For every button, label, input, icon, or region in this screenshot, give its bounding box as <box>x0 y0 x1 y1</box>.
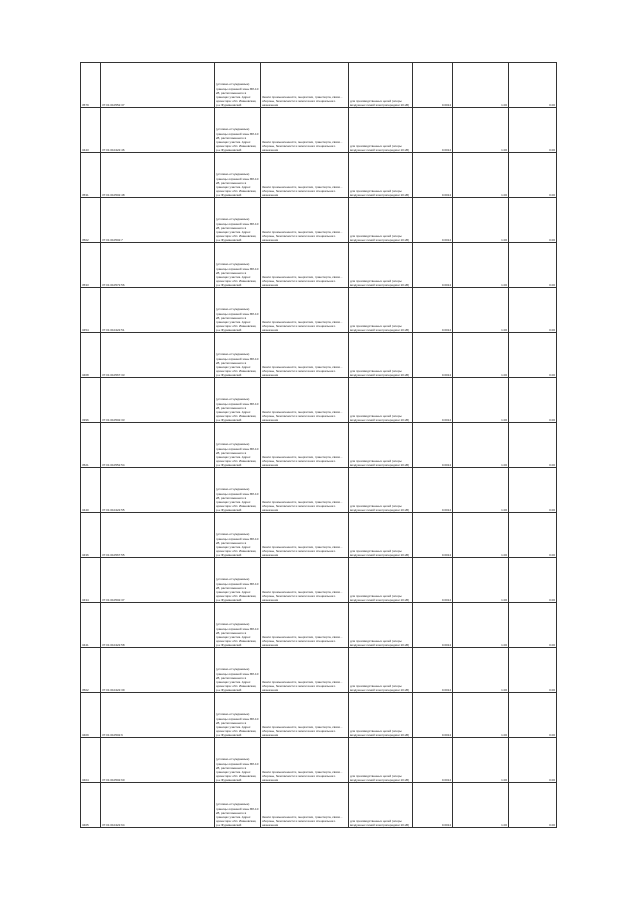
price-value: 0.00 <box>509 333 557 378</box>
cadastral-number: 37:01:010502:7 <box>101 198 215 243</box>
permitted-use: для производственных целей (опоры воздушных линий электропередачи 10 кВ) <box>349 333 413 378</box>
table-row <box>81 198 557 243</box>
quantity-value: 1.00 <box>453 468 509 513</box>
table-row <box>81 558 557 603</box>
quantity-value: 1.00 <box>453 513 509 558</box>
table-row <box>81 603 557 648</box>
table-row <box>81 243 557 288</box>
permitted-use: для производственных целей (опоры воздушных линий электропередачи 10 кВ) <box>349 423 413 468</box>
land-category: Земли промышленности, энергетики, транспорта, связи... обороны, безопасности и земли иного специального назначения <box>261 693 349 738</box>
table-row <box>81 783 557 828</box>
price-value: 0.00 <box>509 288 557 333</box>
land-category: Земли промышленности, энергетики, транспорта, связи... обороны, безопасности и земли иного специального назначения <box>261 513 349 558</box>
object-description: (условно-отчуждаемые) границы охранной зоны ВЛ-10 кВ, расположенного в границах участка. Адрес ориентира: обл. Ивановская, р-н Фурмановский <box>215 513 261 558</box>
price-value: 0.00 <box>509 378 557 423</box>
object-description: (условно-отчуждаемые) границы охранной зоны ВЛ-10 кВ, расположенного в границах участка. Адрес ориентира: обл. Ивановская, р-н Фурмановский <box>215 108 261 153</box>
table-row <box>81 288 557 333</box>
price-value: 0.00 <box>509 648 557 693</box>
row-number: 3443 <box>81 108 101 153</box>
quantity-value: 1.00 <box>453 333 509 378</box>
row-number: 3579 <box>81 63 101 108</box>
area-value: 0.0014 <box>413 288 453 333</box>
cadastral-number: 37:01:010567:55 <box>101 513 215 558</box>
permitted-use: для производственных целей (опоры воздушных линий электропередачи 10 кВ) <box>349 468 413 513</box>
quantity-value: 1.00 <box>453 648 509 693</box>
row-number: 3405 <box>81 783 101 828</box>
quantity-value: 1.00 <box>453 783 509 828</box>
permitted-use: для производственных целей (опоры воздушных линий электропередачи 10 кВ) <box>349 378 413 423</box>
cadastral-number: 37:01:010422:39 <box>101 648 215 693</box>
permitted-use: для производственных целей (опоры воздушных линий электропередачи 10 кВ) <box>349 243 413 288</box>
land-category: Земли промышленности, энергетики, транспорта, связи... обороны, безопасности и земли иного специального назначения <box>261 153 349 198</box>
quantity-value: 1.00 <box>453 693 509 738</box>
price-value: 0.00 <box>509 108 557 153</box>
cadastral-number: 37:01:010502:48 <box>101 153 215 198</box>
price-value: 0.00 <box>509 783 557 828</box>
object-description: (условно-отчуждаемые) границы охранной зоны ВЛ-10 кВ, расположенного в границах участка. Адрес ориентира: обл. Ивановская, р-н Фурмановский <box>215 648 261 693</box>
land-category: Земли промышленности, энергетики, транспорта, связи... обороны, безопасности и земли иного специального назначения <box>261 423 349 468</box>
cadastral-number: 37:01:010552:37 <box>101 63 215 108</box>
table-row <box>81 693 557 738</box>
table-row <box>81 423 557 468</box>
table-row <box>81 63 557 108</box>
price-value: 0.00 <box>509 153 557 198</box>
row-number: 3531 <box>81 153 101 198</box>
cadastral-number: 37:01:010422:51 <box>101 288 215 333</box>
row-number: 3436 <box>81 513 101 558</box>
cadastral-number: 37:01:010552:54 <box>101 423 215 468</box>
permitted-use: для производственных целей (опоры воздушных линий электропередачи 10 кВ) <box>349 153 413 198</box>
object-description: (условно-отчуждаемые) границы охранной зоны ВЛ-10 кВ, расположенного в границах участка. Адрес ориентира: обл. Ивановская, р-н Фурмановский <box>215 243 261 288</box>
object-description: (условно-отчуждаемые) границы охранной зоны ВЛ-10 кВ, расположенного в границах участка. Адрес ориентира: обл. Ивановская, р-н Фурмановский <box>215 693 261 738</box>
permitted-use: для производственных целей (опоры воздушных линий электропередачи 10 кВ) <box>349 288 413 333</box>
permitted-use: для производственных целей (опоры воздушных линий электропередачи 10 кВ) <box>349 198 413 243</box>
row-number: 3434 <box>81 558 101 603</box>
area-value: 0.0014 <box>413 243 453 288</box>
row-number: 3404 <box>81 738 101 783</box>
row-number: 3441 <box>81 603 101 648</box>
land-category: Земли промышленности, энергетики, транспорта, связи... обороны, безопасности и земли иного специального назначения <box>261 738 349 783</box>
object-description: (условно-отчуждаемые) границы охранной зоны ВЛ-10 кВ, расположенного в границах участка. Адрес ориентира: обл. Ивановская, р-н Фурмановский <box>215 783 261 828</box>
area-value: 0.0014 <box>413 783 453 828</box>
permitted-use: для производственных целей (опоры воздушных линий электропередачи 10 кВ) <box>349 513 413 558</box>
cadastral-number: 37:01:010502:60 <box>101 738 215 783</box>
cadastral-number: 37:01:010572:56 <box>101 243 215 288</box>
table-row <box>81 513 557 558</box>
cadastral-number: 37:01:010422:58 <box>101 603 215 648</box>
object-description: (условно-отчуждаемые) границы охранной зоны ВЛ-10 кВ, расположенного в границах участка. Адрес ориентира: обл. Ивановская, р-н Фурмановский <box>215 558 261 603</box>
price-value: 0.00 <box>509 558 557 603</box>
object-description: (условно-отчуждаемые) границы охранной зоны ВЛ-10 кВ, расположенного в границах участка. Адрес ориентира: обл. Ивановская, р-н Фурмановский <box>215 153 261 198</box>
land-category: Земли промышленности, энергетики, транспорта, связи... обороны, безопасности и земли иного специального назначения <box>261 243 349 288</box>
permitted-use: для производственных целей (опоры воздушных линий электропередачи 10 кВ) <box>349 648 413 693</box>
land-category: Земли промышленности, энергетики, транспорта, связи... обороны, безопасности и земли иного специального назначения <box>261 198 349 243</box>
area-value: 0.0014 <box>413 63 453 108</box>
area-value: 0.0014 <box>413 198 453 243</box>
row-number: 3502 <box>81 198 101 243</box>
land-category: Земли промышленности, энергетики, транспорта, связи... обороны, безопасности и земли иного специального назначения <box>261 63 349 108</box>
cadastral-table <box>80 62 557 828</box>
quantity-value: 1.00 <box>453 378 509 423</box>
area-value: 0.0014 <box>413 423 453 468</box>
area-value: 0.0014 <box>413 738 453 783</box>
cadastral-number: 37:01:010422:46 <box>101 108 215 153</box>
cadastral-number: 37:01:010502:37 <box>101 558 215 603</box>
quantity-value: 1.00 <box>453 423 509 468</box>
price-value: 0.00 <box>509 63 557 108</box>
area-value: 0.0014 <box>413 693 453 738</box>
table-row <box>81 648 557 693</box>
cadastral-number: 37:01:010502:6 <box>101 693 215 738</box>
permitted-use: для производственных целей (опоры воздушных линий электропередачи 10 кВ) <box>349 603 413 648</box>
area-value: 0.0014 <box>413 108 453 153</box>
permitted-use: для производственных целей (опоры воздушных линий электропередачи 10 кВ) <box>349 693 413 738</box>
land-category: Земли промышленности, энергетики, транспорта, связи... обороны, безопасности и земли иного специального назначения <box>261 468 349 513</box>
object-description: (условно-отчуждаемые) границы охранной зоны ВЛ-10 кВ, расположенного в границах участка. Адрес ориентира: обл. Ивановская, р-н Фурмановский <box>215 603 261 648</box>
quantity-value: 1.00 <box>453 63 509 108</box>
table-row <box>81 333 557 378</box>
land-category: Земли промышленности, энергетики, транспорта, связи... обороны, безопасности и земли иного специального назначения <box>261 648 349 693</box>
object-description: (условно-отчуждаемые) границы охранной зоны ВЛ-10 кВ, расположенного в границах участка. Адрес ориентира: обл. Ивановская, р-н Фурмановский <box>215 198 261 243</box>
table-row <box>81 468 557 513</box>
quantity-value: 1.00 <box>453 558 509 603</box>
cadastral-number: 37:01:010422:55 <box>101 468 215 513</box>
table-row <box>81 108 557 153</box>
land-category: Земли промышленности, энергетики, транспорта, связи... обороны, безопасности и земли иного специального назначения <box>261 603 349 648</box>
object-description: (условно-отчуждаемые) границы охранной зоны ВЛ-10 кВ, расположенного в границах участка. Адрес ориентира: обл. Ивановская, р-н Фурмановский <box>215 738 261 783</box>
quantity-value: 1.00 <box>453 198 509 243</box>
area-value: 0.0014 <box>413 558 453 603</box>
area-value: 0.0014 <box>413 648 453 693</box>
price-value: 0.00 <box>509 468 557 513</box>
quantity-value: 1.00 <box>453 288 509 333</box>
price-value: 0.00 <box>509 513 557 558</box>
permitted-use: для производственных целей (опоры воздушных линий электропередачи 10 кВ) <box>349 63 413 108</box>
cadastral-number: 37:01:010567:33 <box>101 333 215 378</box>
area-value: 0.0014 <box>413 513 453 558</box>
row-number: 3468 <box>81 333 101 378</box>
price-value: 0.00 <box>509 423 557 468</box>
price-value: 0.00 <box>509 603 557 648</box>
object-description: (условно-отчуждаемые) границы охранной зоны ВЛ-10 кВ, расположенного в границах участка. Адрес ориентира: обл. Ивановская, р-н Фурмановский <box>215 333 261 378</box>
land-category: Земли промышленности, энергетики, транспорта, связи... обороны, безопасности и земли иного специального назначения <box>261 378 349 423</box>
object-description: (условно-отчуждаемые) границы охранной зоны ВЛ-10 кВ, расположенного в границах участка. Адрес ориентира: обл. Ивановская, р-н Фурмановский <box>215 423 261 468</box>
row-number: 3454 <box>81 288 101 333</box>
area-value: 0.0014 <box>413 333 453 378</box>
object-description: (условно-отчуждаемые) границы охранной зоны ВЛ-10 кВ, расположенного в границах участка. Адрес ориентира: обл. Ивановская, р-н Фурмановский <box>215 378 261 423</box>
area-value: 0.0014 <box>413 153 453 198</box>
object-description: (условно-отчуждаемые) границы охранной зоны ВЛ-10 кВ, расположенного в границах участка. Адрес ориентира: обл. Ивановская, р-н Фурмановский <box>215 288 261 333</box>
area-value: 0.0014 <box>413 603 453 648</box>
land-category: Земли промышленности, энергетики, транспорта, связи... обороны, безопасности и земли иного специального назначения <box>261 558 349 603</box>
quantity-value: 1.00 <box>453 603 509 648</box>
quantity-value: 1.00 <box>453 108 509 153</box>
quantity-value: 1.00 <box>453 243 509 288</box>
object-description: (условно-отчуждаемые) границы охранной зоны ВЛ-10 кВ, расположенного в границах участка. Адрес ориентира: обл. Ивановская, р-н Фурмановский <box>215 63 261 108</box>
cadastral-number: 37:01:010502:33 <box>101 378 215 423</box>
object-description: (условно-отчуждаемые) границы охранной зоны ВЛ-10 кВ, расположенного в границах участка. Адрес ориентира: обл. Ивановская, р-н Фурмановский <box>215 468 261 513</box>
land-category: Земли промышленности, энергетики, транспорта, связи... обороны, безопасности и земли иного специального назначения <box>261 288 349 333</box>
price-value: 0.00 <box>509 198 557 243</box>
row-number: 3533 <box>81 243 101 288</box>
quantity-value: 1.00 <box>453 738 509 783</box>
row-number: 3409 <box>81 693 101 738</box>
table-row <box>81 378 557 423</box>
area-value: 0.0014 <box>413 378 453 423</box>
price-value: 0.00 <box>509 243 557 288</box>
row-number: 3521 <box>81 423 101 468</box>
table-row <box>81 153 557 198</box>
land-category: Земли промышленности, энергетики, транспорта, связи... обороны, безопасности и земли иного специального назначения <box>261 108 349 153</box>
permitted-use: для производственных целей (опоры воздушных линий электропередачи 10 кВ) <box>349 738 413 783</box>
row-number: 3396 <box>81 378 101 423</box>
quantity-value: 1.00 <box>453 153 509 198</box>
area-value: 0.0014 <box>413 468 453 513</box>
table-row <box>81 738 557 783</box>
price-value: 0.00 <box>509 738 557 783</box>
permitted-use: для производственных целей (опоры воздушных линий электропередачи 10 кВ) <box>349 783 413 828</box>
cadastral-number: 37:01:010422:64 <box>101 783 215 828</box>
row-number: 3502 <box>81 648 101 693</box>
row-number: 3440 <box>81 468 101 513</box>
price-value: 0.00 <box>509 693 557 738</box>
permitted-use: для производственных целей (опоры воздушных линий электропередачи 10 кВ) <box>349 558 413 603</box>
land-category: Земли промышленности, энергетики, транспорта, связи... обороны, безопасности и земли иного специального назначения <box>261 333 349 378</box>
land-category: Земли промышленности, энергетики, транспорта, связи... обороны, безопасности и земли иного специального назначения <box>261 783 349 828</box>
permitted-use: для производственных целей (опоры воздушных линий электропередачи 10 кВ) <box>349 108 413 153</box>
